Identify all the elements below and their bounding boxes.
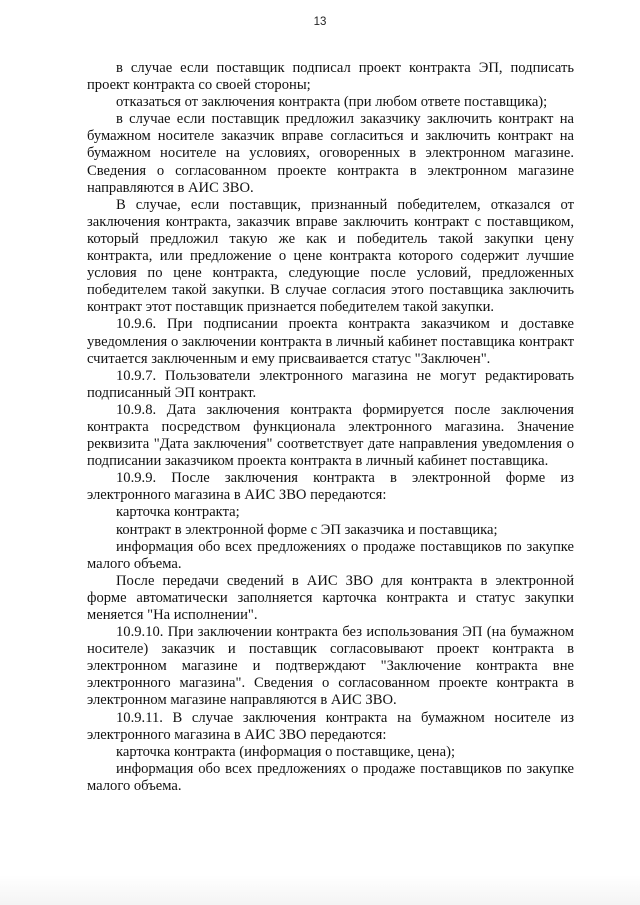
list-item: карточка контракта (информация о поставщике, цена); — [116, 743, 456, 760]
paragraph-10-9-7: 10.9.7. Пользователи электронного магазина не могут редактировать подписанный ЭП контракт. — [87, 367, 574, 401]
list-item: карточка контракта; — [116, 504, 240, 521]
paragraph: в случае если поставщик подписал проект контракта ЭП, подписать проект контракта со своей стороны; — [87, 60, 574, 94]
page-number: 13 — [313, 16, 327, 28]
list-item: контракт в электронной форме с ЭП заказчика и поставщика; — [116, 521, 498, 538]
document-body — [87, 60, 574, 795]
paragraph: в случае если поставщик предложил заказчику заключить контракт на бумажном носителе заказчик вправе согласиться и заключить контракт на бумажном носителе на условиях, оговоренных в электронном магазине. Сведения о согласованном проекте контракта в электронном магазине направляются в АИС ЗВО. — [87, 111, 574, 196]
scan-bottom-edge — [0, 875, 640, 905]
paragraph: После передачи сведений в АИС ЗВО для контракта в электронной форме автоматически заполняется карточка контракта и статус закупки меняется "На исполнении". — [87, 572, 574, 623]
list-item: информация обо всех предложениях о продаже поставщиков по закупке малого объема. — [87, 538, 574, 572]
paragraph-10-9-9: 10.9.9. После заключения контракта в электронной форме из электронного магазина в АИС ЗВО передаются: — [87, 470, 574, 504]
paragraph: В случае, если поставщик, признанный победителем, отказался от заключения контракта, заказчик вправе заключить контракт с поставщиком, который предложил такую же как и победитель такой закупки цену контракта, или предложение о цене контракта которого содержит лучшие условия по цене контракта, следующие после условий, предложенных победителем такой закупки. В случае согласия этого поставщика заключить контракт этот поставщик признается победителем такой закупки. — [87, 196, 574, 316]
paragraph-10-9-10: 10.9.10. При заключении контракта без использования ЭП (на бумажном носителе) заказчик и поставщик согласовывают проект контракта в электронном магазине и подтверждают "Заключение контракта вне электронного магазина". Сведения о согласованном проекте контракта в электронном магазине направляются в АИС ЗВО. — [87, 624, 574, 709]
paragraph: отказаться от заключения контракта (при любом ответе поставщика); — [116, 94, 548, 111]
list-item: информация обо всех предложениях о продаже поставщиков по закупке малого объема. — [87, 760, 574, 794]
paragraph-10-9-6: 10.9.6. При подписании проекта контракта заказчиком и доставке уведомления о заключении контракта в личный кабинет поставщика контракт считается заключенным и ему присваивается статус "Заключен". — [87, 316, 574, 367]
paragraph-10-9-8: 10.9.8. Дата заключения контракта формируется после заключения контракта посредством функционала электронного магазина. Значение реквизита "Дата заключения" соответствует дате направления уведомления о подписании заказчиком проекта контракта в личный кабинет поставщика. — [87, 401, 574, 470]
paragraph-10-9-11: 10.9.11. В случае заключения контракта на бумажном носителе из электронного магазина в АИС ЗВО передаются: — [87, 709, 574, 743]
